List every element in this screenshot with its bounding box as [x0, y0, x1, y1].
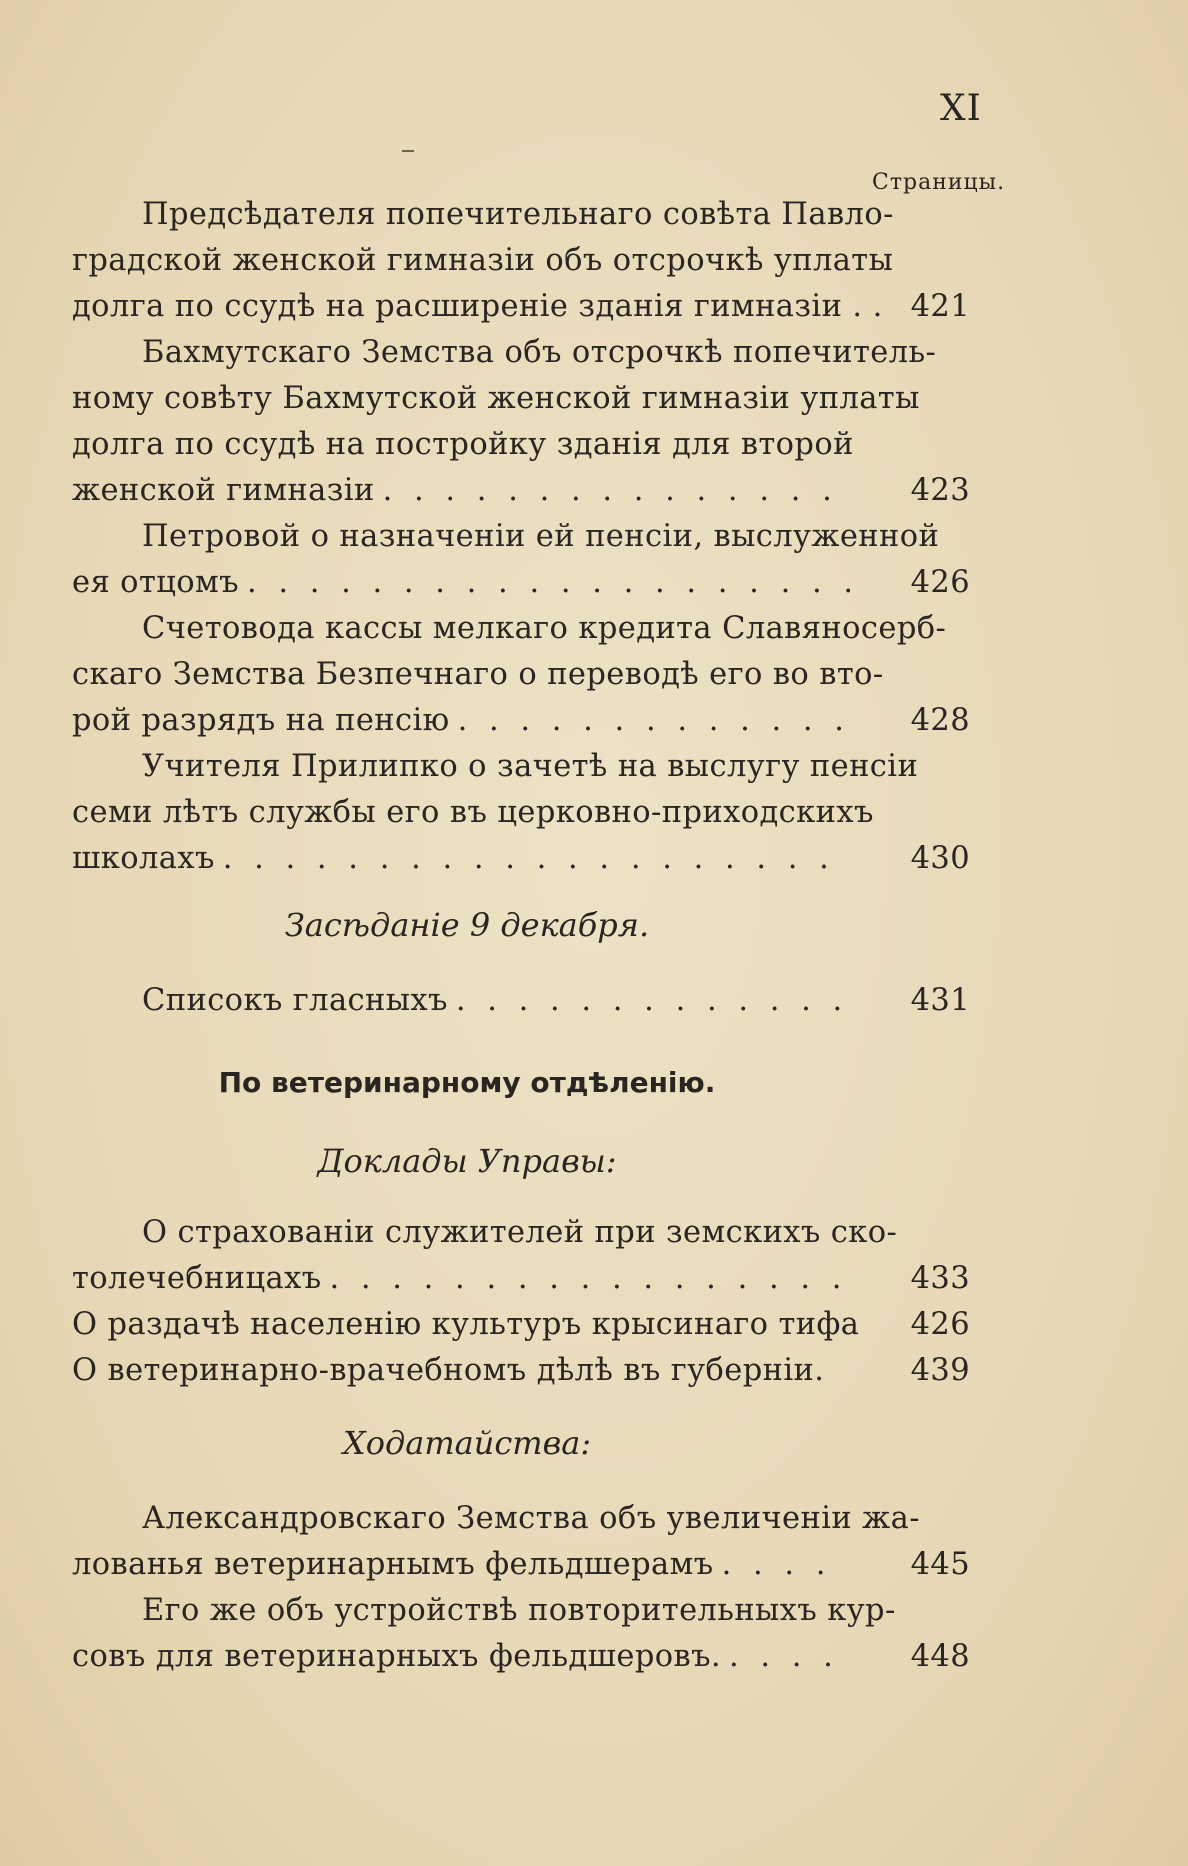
toc-entry-last-line	[72, 284, 970, 330]
toc-line	[72, 744, 919, 790]
page-folio: XI	[940, 88, 982, 129]
toc-line	[72, 238, 894, 284]
petitions-heading: Ходатайства:	[342, 1424, 592, 1462]
petitions-block	[72, 1496, 970, 1680]
toc-line-text: рой разрядъ на пенсію	[72, 703, 450, 738]
toc-line-text: Петровой о назначеніи ей пенсіи, выслуженной	[142, 519, 940, 554]
toc-entry-last-line	[72, 836, 970, 882]
toc-line	[72, 606, 947, 652]
toc-line	[72, 790, 874, 836]
toc-line-text: женской гимназіи	[72, 473, 375, 508]
toc-line-text: школахъ	[72, 841, 215, 876]
toc-entry-last-line	[72, 560, 970, 606]
toc-line	[72, 330, 937, 376]
toc-line	[72, 1496, 920, 1542]
toc-entry-last-line	[72, 1302, 970, 1348]
toc-line-text: долга по ссудѣ на постройку зданія для второй	[72, 427, 854, 462]
page-number: 431	[910, 983, 970, 1018]
toc-line-text: долга по ссудѣ на расширеніе зданія гимназіи . .	[72, 289, 883, 324]
entries-block-a	[72, 192, 970, 882]
page-number: 426	[910, 1307, 970, 1342]
toc-entry-last-line	[72, 1348, 970, 1394]
page-number: 433	[910, 1261, 970, 1296]
page-number: 439	[910, 1353, 970, 1388]
leader-dots	[383, 468, 850, 514]
toc-line-text: толечебницахъ	[72, 1261, 322, 1296]
pages-column-header: Страницы.	[872, 170, 1006, 195]
section-heading: По ветеринарному отдѣленію.	[218, 1066, 716, 1099]
page-number: 428	[910, 703, 970, 738]
page-number: 423	[910, 473, 970, 508]
page-number: 445	[910, 1547, 970, 1582]
toc-line	[72, 192, 894, 238]
toc-line	[72, 1588, 896, 1634]
toc-line-text: О страхованіи служителей при земскихъ ско-	[142, 1215, 898, 1250]
leader-dots	[223, 836, 850, 882]
toc-entry-last-line	[72, 468, 970, 514]
toc-line-text: градской женской гимназіи объ отсрочкѣ уплаты	[72, 243, 894, 278]
leader-dots	[458, 698, 850, 744]
toc-entry-last-line	[72, 698, 970, 744]
leader-dots	[330, 1256, 851, 1302]
toc-entry-last-line	[72, 1256, 970, 1302]
toc-line-text: ному совѣту Бахмутской женской гимназіи уплаты	[72, 381, 920, 416]
page-number: 448	[910, 1639, 970, 1674]
session-heading: Засѣданіе 9 декабря.	[284, 906, 650, 944]
toc-line	[72, 1210, 898, 1256]
toc-line-text: Счетовода кассы мелкаго кредита Славяносерб-	[142, 611, 947, 646]
printer-mark	[402, 150, 414, 152]
page-number: 426	[910, 565, 970, 600]
toc-line-text: Бахмутскаго Земства объ отсрочкѣ попечитель-	[142, 335, 937, 370]
leader-dots	[247, 560, 850, 606]
list-entry-block	[72, 978, 970, 1024]
toc-line-text: лованья ветеринарнымъ фельдшерамъ	[72, 1547, 714, 1582]
page-number: 421	[910, 289, 970, 324]
reports-block	[72, 1210, 970, 1394]
toc-line-text: Его же объ устройствѣ повторительныхъ кур-	[142, 1593, 896, 1628]
toc-line-text: Списокъ гласныхъ	[142, 983, 448, 1018]
toc-line-text: Предсѣдателя попечительнаго совѣта Павло-	[142, 197, 894, 232]
reports-heading: Доклады Управы:	[317, 1142, 617, 1180]
toc-line	[72, 422, 862, 468]
leader-dots	[722, 1542, 850, 1588]
toc-line-text: О раздачѣ населенію культуръ крысинаго тифа	[72, 1307, 860, 1342]
toc-entry-last-line	[72, 1634, 970, 1680]
toc-line-text: семи лѣтъ службы его въ церковно-приходскихъ	[72, 795, 874, 830]
page-number: 430	[910, 841, 970, 876]
toc-line	[72, 514, 940, 560]
toc-entry-last-line	[72, 1542, 970, 1588]
toc-line-text: скаго Земства Безпечнаго о переводѣ его во вто-	[72, 657, 884, 692]
leader-dots	[729, 1634, 850, 1680]
toc-line	[72, 652, 884, 698]
toc-line-text: совъ для ветеринарныхъ фельдшеровъ.	[72, 1639, 721, 1674]
toc-line-text: ея отцомъ	[72, 565, 239, 600]
toc-entry-last-line	[72, 978, 970, 1024]
toc-line-text: Александровскаго Земства объ увеличеніи жа-	[142, 1501, 920, 1536]
toc-line	[72, 376, 920, 422]
toc-line-text: О ветеринарно-врачебномъ дѣлѣ въ губерніи.	[72, 1353, 825, 1388]
toc-line-text: Учителя Прилипко о зачетѣ на выслугу пенсіи	[142, 749, 919, 784]
leader-dots	[456, 978, 850, 1024]
